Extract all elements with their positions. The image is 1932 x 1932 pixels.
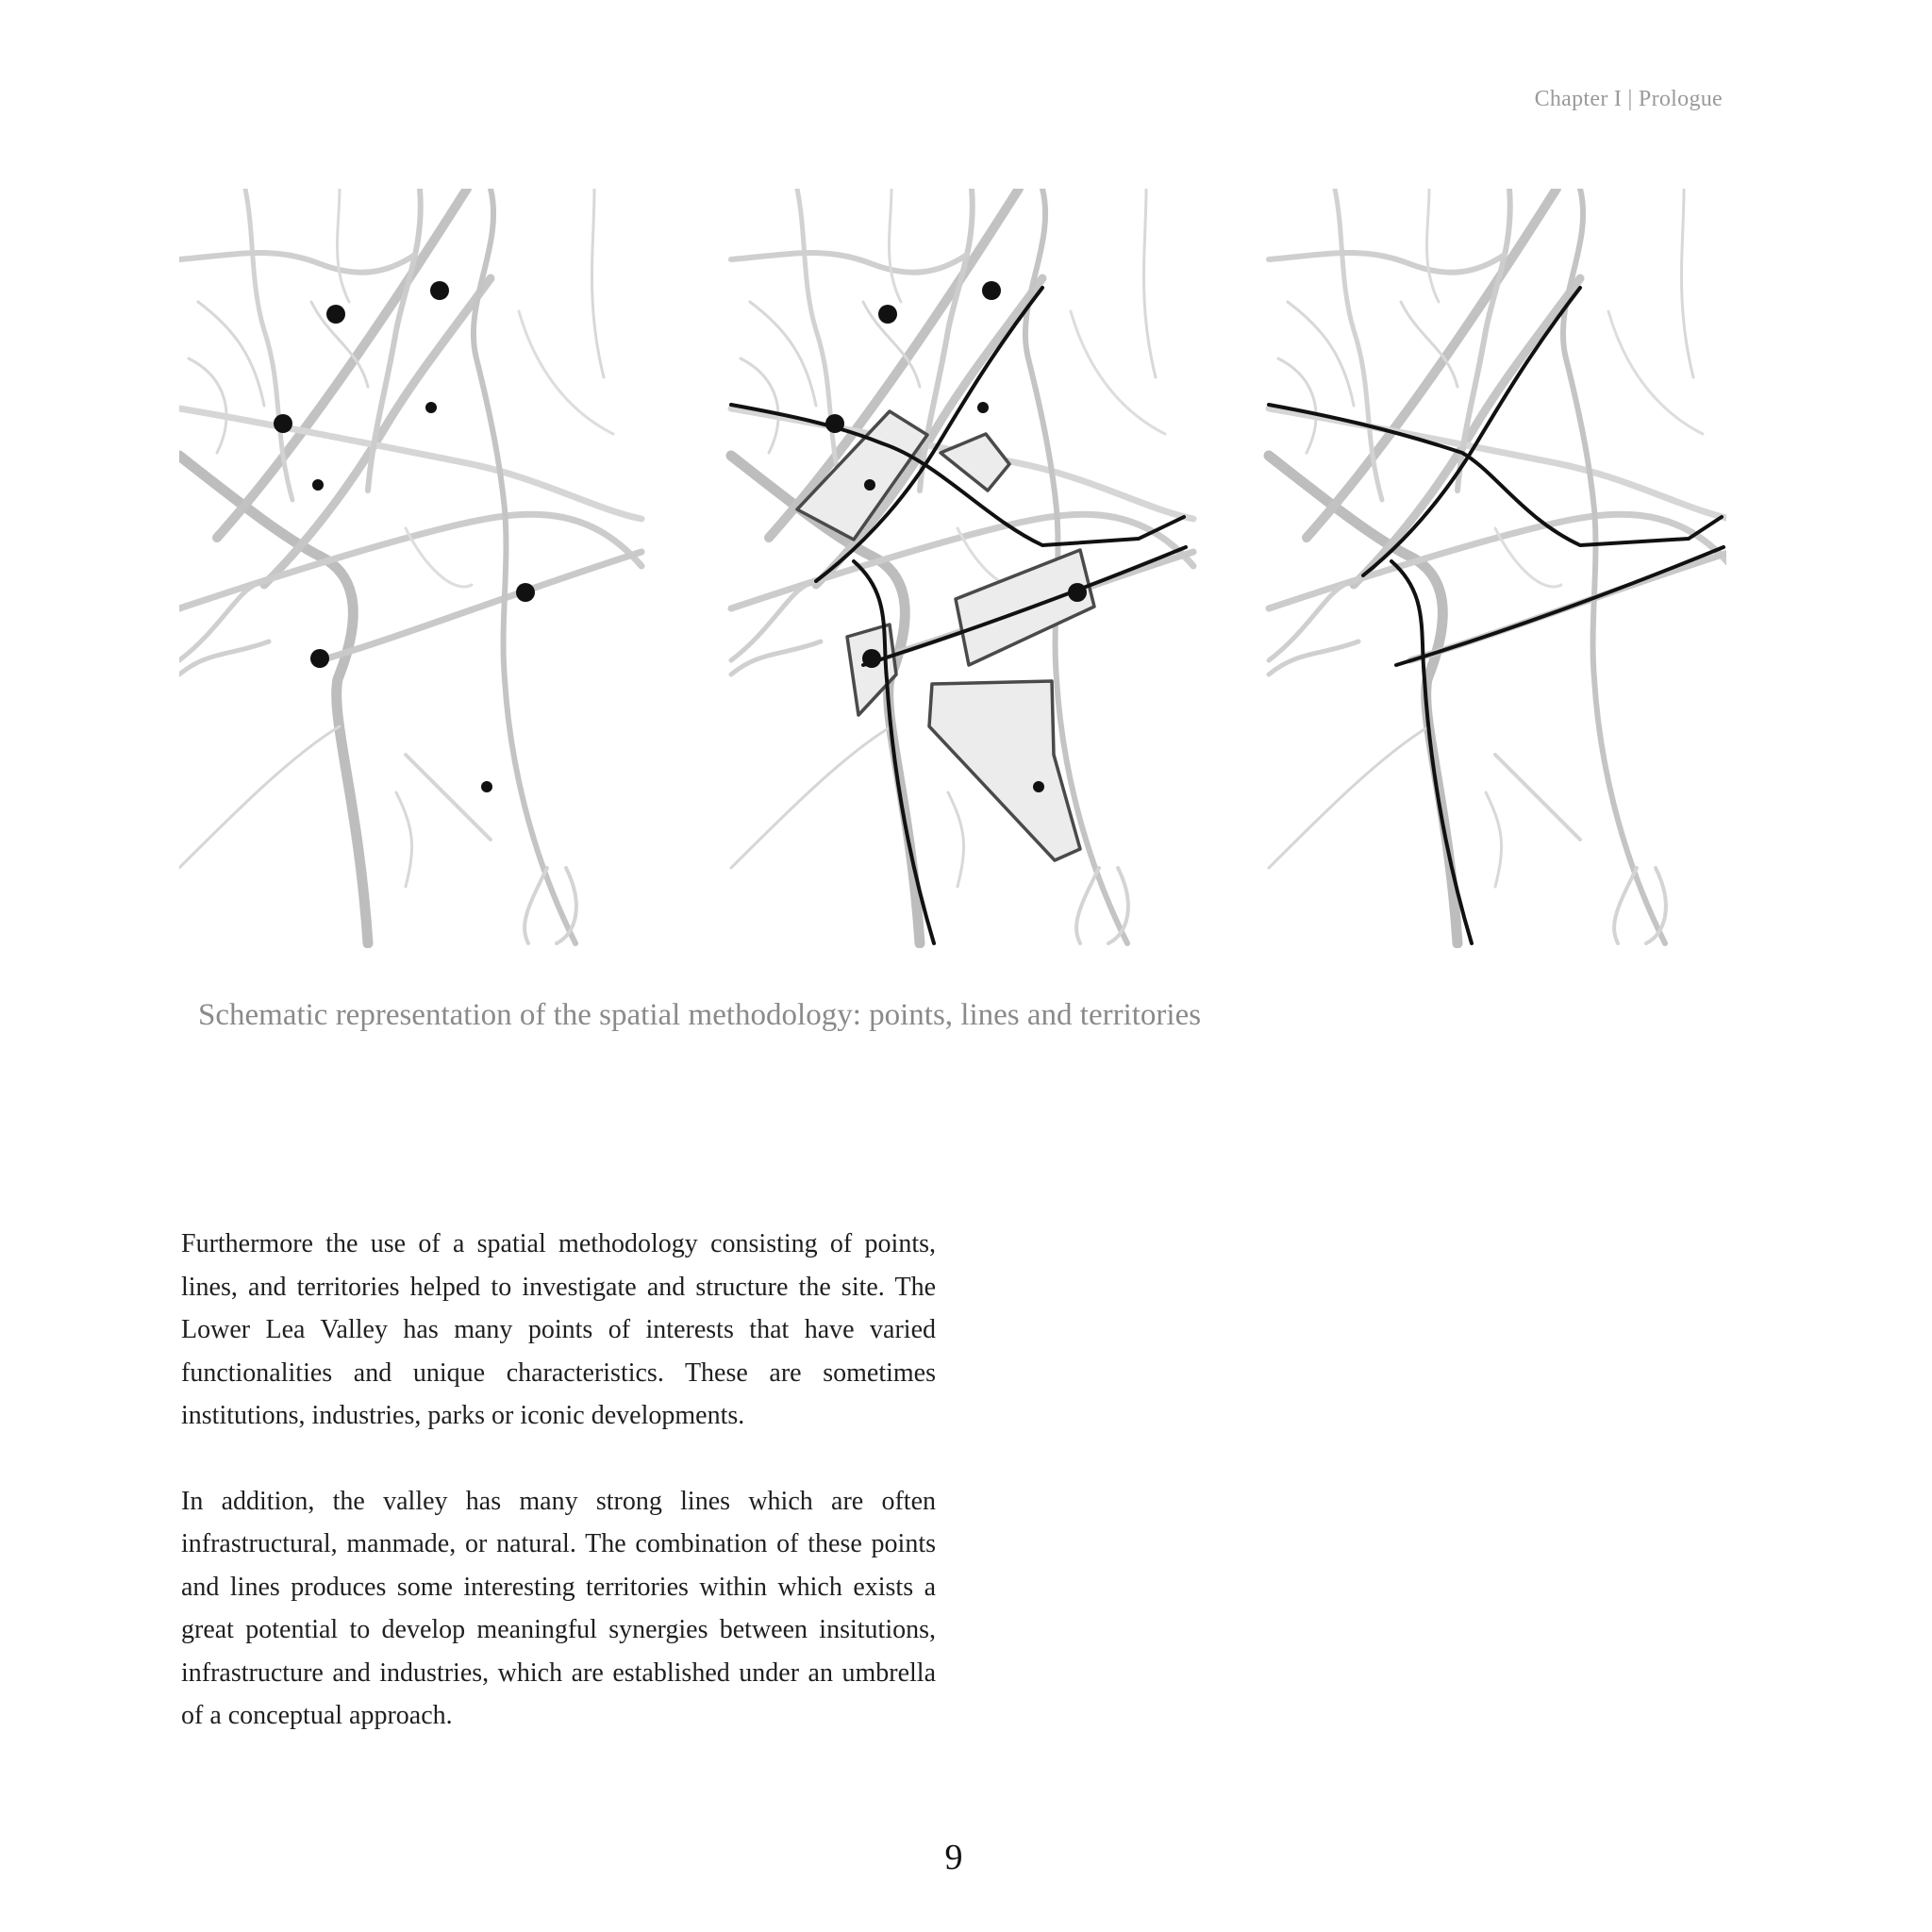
panel-points [179,189,641,943]
paragraph: Furthermore the use of a spatial methodology consisting of points, lines, and territories helped to investigate and structure the site. The Lower Lea Valley has many points of interests that have varied functionalities and unique characteristics. These are sometimes institutions, industries, parks or iconic developments. [181,1229,936,1430]
point-marker [977,402,989,413]
methodology-figure [179,189,1726,948]
panel-lines [1269,189,1726,943]
point-marker [274,414,292,433]
panel-lines-and-territories [731,189,1193,943]
point-marker [878,305,897,324]
paragraph: In addition, the valley has many strong lines which are often infrastructural, manmade, or natural. The combination of these points and lines produces some interesting territories within which exists a great potential to develop meaningful synergies between insitutions, infrastructure and industries, which are established under an umbrella of a conceptual approach. [181,1486,936,1730]
point-marker [982,281,1001,300]
body-text [181,1223,936,1780]
territory-shape [956,550,1094,665]
point-marker [864,479,875,491]
page-number: 9 [944,1838,963,1877]
point-marker [481,781,492,792]
point-marker [425,402,437,413]
point-marker [516,583,535,602]
point-marker [326,305,345,324]
point-marker [825,414,844,433]
point-marker [862,649,881,668]
figure-caption: Schematic representation of the spatial methodology: points, lines and territories [198,998,1202,1032]
point-marker [430,281,449,300]
point-marker [310,649,329,668]
point-marker [1033,781,1044,792]
running-header: Chapter I | Prologue [1534,87,1723,111]
point-marker [312,479,324,491]
point-marker [1068,583,1087,602]
